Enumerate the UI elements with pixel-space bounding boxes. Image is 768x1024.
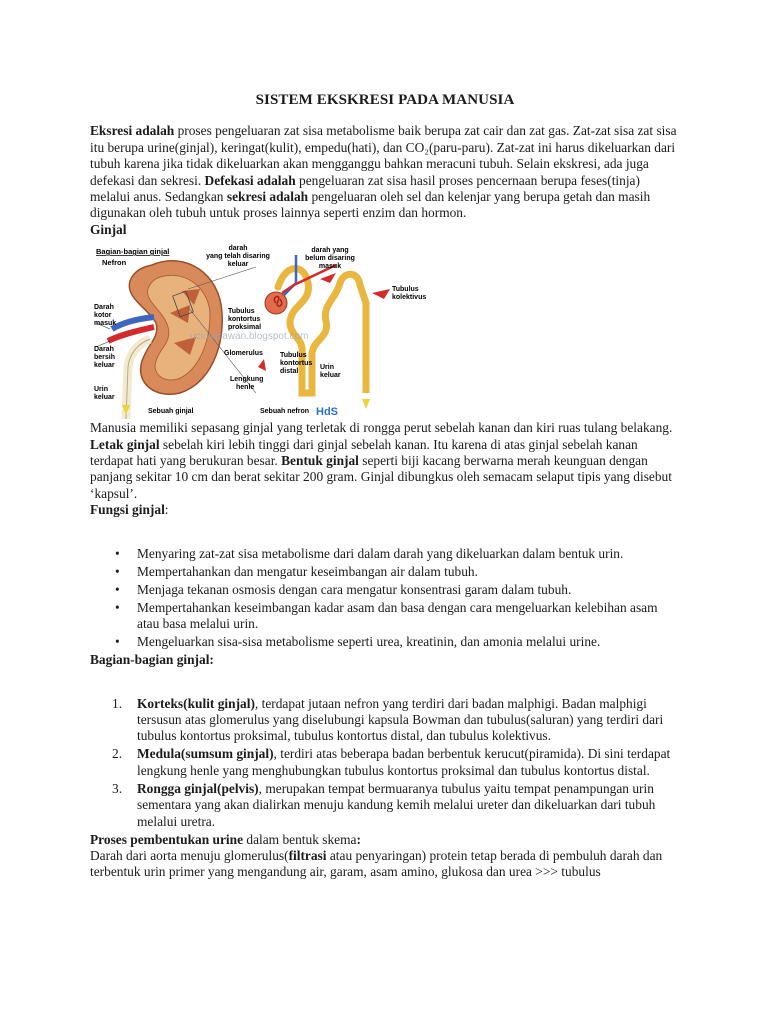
bullet-marker: • [115,545,120,561]
list-number: 2. [112,746,123,762]
bagian-heading: Bagian-bagian ginjal: [90,652,214,668]
kidney-nephron-diagram [90,243,446,419]
bullet-marker: • [115,581,120,597]
intro-text-2: pengeluaran zat sisa hasil proses pencernaan berupa feses(tinja) melalui anus. Sedangkan [90,172,640,205]
label-tubulus-kolektivus-2: kolektivus [392,294,427,302]
list-item [90,546,680,562]
label-darah-belum-3: masuk [318,263,342,271]
label-lengkung-1: Lengkung [230,376,264,384]
bagian-list [90,696,680,830]
label-darah-kotor-2: kotor [94,312,112,320]
label-tubulus-distal-3: distal [280,368,299,376]
label-sebuah-ginjal: Sebuah ginjal [148,408,194,416]
list-item [90,746,680,779]
label-urin-right-2: keluar [320,372,341,380]
list-item-text: Mempertahankan dan mengatur keseimbangan air dalam tubuh. [137,563,478,579]
proses-heading: Proses pembentukan urine [90,831,244,847]
list-item-text: Mempertahankan keseimbangan kadar asam dan basa dengan cara mengeluarkan kelebihan asam atau basa melalui urin. [137,599,658,632]
intro-text-1: proses pengeluaran zat sisa metabolisme baik berupa zat cair dan zat gas. Zat-zat sisa zat sisa itu berupa urine(ginjal), keringat(kulit), empedu(hati), dan CO₂(paru-paru). Zat-zat ini harus dikeluarkan dari tubuh karena jika tidak dikeluarkan akan mengganggu bahkan meracuni tubuh. Selain ekskresi, ada juga defekasi dan sekresi. [90,123,677,188]
label-glomerulus: Glomerulus [224,350,263,358]
list-item [90,634,680,650]
label-sebuah-nefron: Sebuah nefron [260,408,310,416]
proses-heading-line [90,832,680,848]
label-tubulus-proksimal-1: Tubulus [228,308,255,316]
list-item-text: Menyaring zat-zat sisa metabolisme dari dalam darah yang dikeluarkan dalam bentuk urin. [137,545,624,561]
list-item-text: Mengeluarkan sisa-sisa metabolisme seperti urea, kreatinin, dan amonia melalui urine. [137,634,601,650]
list-item [90,564,680,580]
list-item-text: , terdiri atas beberapa badan berbentuk kerucut(piramida). Di sini terdapat lengkung henle yang menghubungkan tubulus kontortus proksimal dan tubulus kontortus distal. [137,746,671,778]
label-tubulus-kolektivus-1: Tubulus [392,286,419,294]
label-darah-disaring-2: yang telah disaring [206,253,270,261]
signature-mark: HdS [316,406,338,419]
label-darah-belum-1: darah yang [311,247,349,255]
label-tubulus-proksimal-3: proksimal [228,324,262,332]
label-tubulus-proksimal-2: kontortus [228,316,261,324]
list-number: 3. [112,780,123,796]
label-darah-bersih-1: Darah [94,346,114,354]
fungsi-colon: : [164,502,169,518]
last-para-text-1: Darah dari aorta menuju glomerulus( [90,847,289,863]
list-item [90,582,680,598]
label-darah-bersih-3: keluar [94,362,115,370]
proses-colon: : [356,831,361,847]
label-darah-disaring-3: keluar [227,261,249,269]
term-bentuk-ginjal: Bentuk ginjal [281,453,359,469]
label-tubulus-distal-2: kontortus [280,360,313,368]
watermark-text: uciusarawan.blogspot.com [190,331,309,343]
label-darah-kotor-3: masuk [94,320,117,328]
term-ekskresi: Eksresi adalah [90,123,175,139]
label-lengkung-2: henle [236,384,255,392]
kidney-figure [90,243,446,419]
document-title: SISTEM EKSKRESI PADA MANUSIA [255,92,515,108]
fungsi-heading: Fungsi ginjal [90,502,165,518]
list-item-text: , merupakan tempat bermuaranya tubulus yaitu tempat penampungan urin sementara yang akan dialirkan menuju kandung kemih melalui ureter dan dikeluarkan dari tubuh melalui uretra. [137,780,656,829]
term-defekasi: Defekasi adalah [204,172,296,188]
term-rongga-ginjal: Rongga ginjal(pelvis) [137,780,259,796]
term-medula: Medula(sumsum ginjal) [137,746,274,762]
intro-paragraph [90,123,680,221]
ginjal-desc-text-3: seperti biji kacang berwarna merah keunguan dengan panjang sekitar 10 cm dan berat sekitar 200 gram. Ginjal dibungkus oleh semacam selaput tipis yang disebut ‘kapsul’. [90,453,672,501]
label-nefron: Nefron [102,258,127,268]
list-number: 1. [112,695,123,711]
figure-title: Bagian-bagian ginjal [96,247,170,257]
intro-text-3: pengeluaran oleh sel dan kelenjar yang berupa getah dan masih digunakan oleh tubuh untuk proses lainnya seperti enzim dan hormon. [90,189,651,221]
bullet-marker: • [115,634,120,650]
term-letak-ginjal: Letak ginjal [90,436,160,452]
fungsi-list [90,546,680,651]
label-darah-belum-2: belum disaring [305,255,355,263]
last-para-text-2: atau penyaringan) protein tetap berada di pembuluh darah dan terbentuk urin primer yang mengandung air, garam, asam amino, glukosa dan urea >>> tubulus [90,847,663,880]
ginjal-description [90,420,680,502]
term-filtrasi: filtrasi [288,847,327,863]
list-item [90,696,680,745]
ginjal-heading: Ginjal [90,221,127,237]
list-item [90,600,680,633]
fungsi-heading-line [90,502,680,518]
term-sekresi: sekresi adalah [226,189,309,205]
list-item-text: , terdapat jutaan nefron yang terdiri dari badan malphigi. Badan malphigi tersusun atas glomerulus yang diselubungi kapsula Bowman dan tubulus(saluran) yang terdiri dari tubulus kontortus proksimal, tubulus kontortus distal, dan tubulus kolektivus. [137,695,664,744]
label-tubulus-distal-1: Tubulus [280,352,307,360]
ginjal-desc-text-2: sebelah kiri lebih tinggi dari ginjal sebelah kanan. Itu karena di atas ginjal sebelah kanan terdapat hati yang berukuran besar. [90,436,638,469]
list-item [90,781,680,830]
label-urin-right-1: Urin [320,364,334,372]
last-paragraph [90,848,680,881]
document-content [90,92,680,881]
proses-text: dalam bentuk skema [243,831,357,847]
list-item-text: Menjaga tekanan osmosis dengan cara mengatur konsentrasi garam dalam tubuh. [137,581,572,597]
label-urin-left-2: keluar [94,394,115,402]
bullet-marker: • [115,599,120,615]
label-darah-disaring-1: darah [228,245,248,253]
label-darah-bersih-2: bersih [94,354,116,362]
label-urin-left-1: Urin [94,386,108,394]
bullet-marker: • [115,563,120,579]
ginjal-desc-text-1: Manusia memiliki sepasang ginjal yang terletak di rongga perut sebelah kanan dan kiri ruas tulang belakang. [90,420,673,436]
term-korteks: Korteks(kulit ginjal) [137,695,255,711]
label-darah-kotor-1: Darah [94,304,114,312]
